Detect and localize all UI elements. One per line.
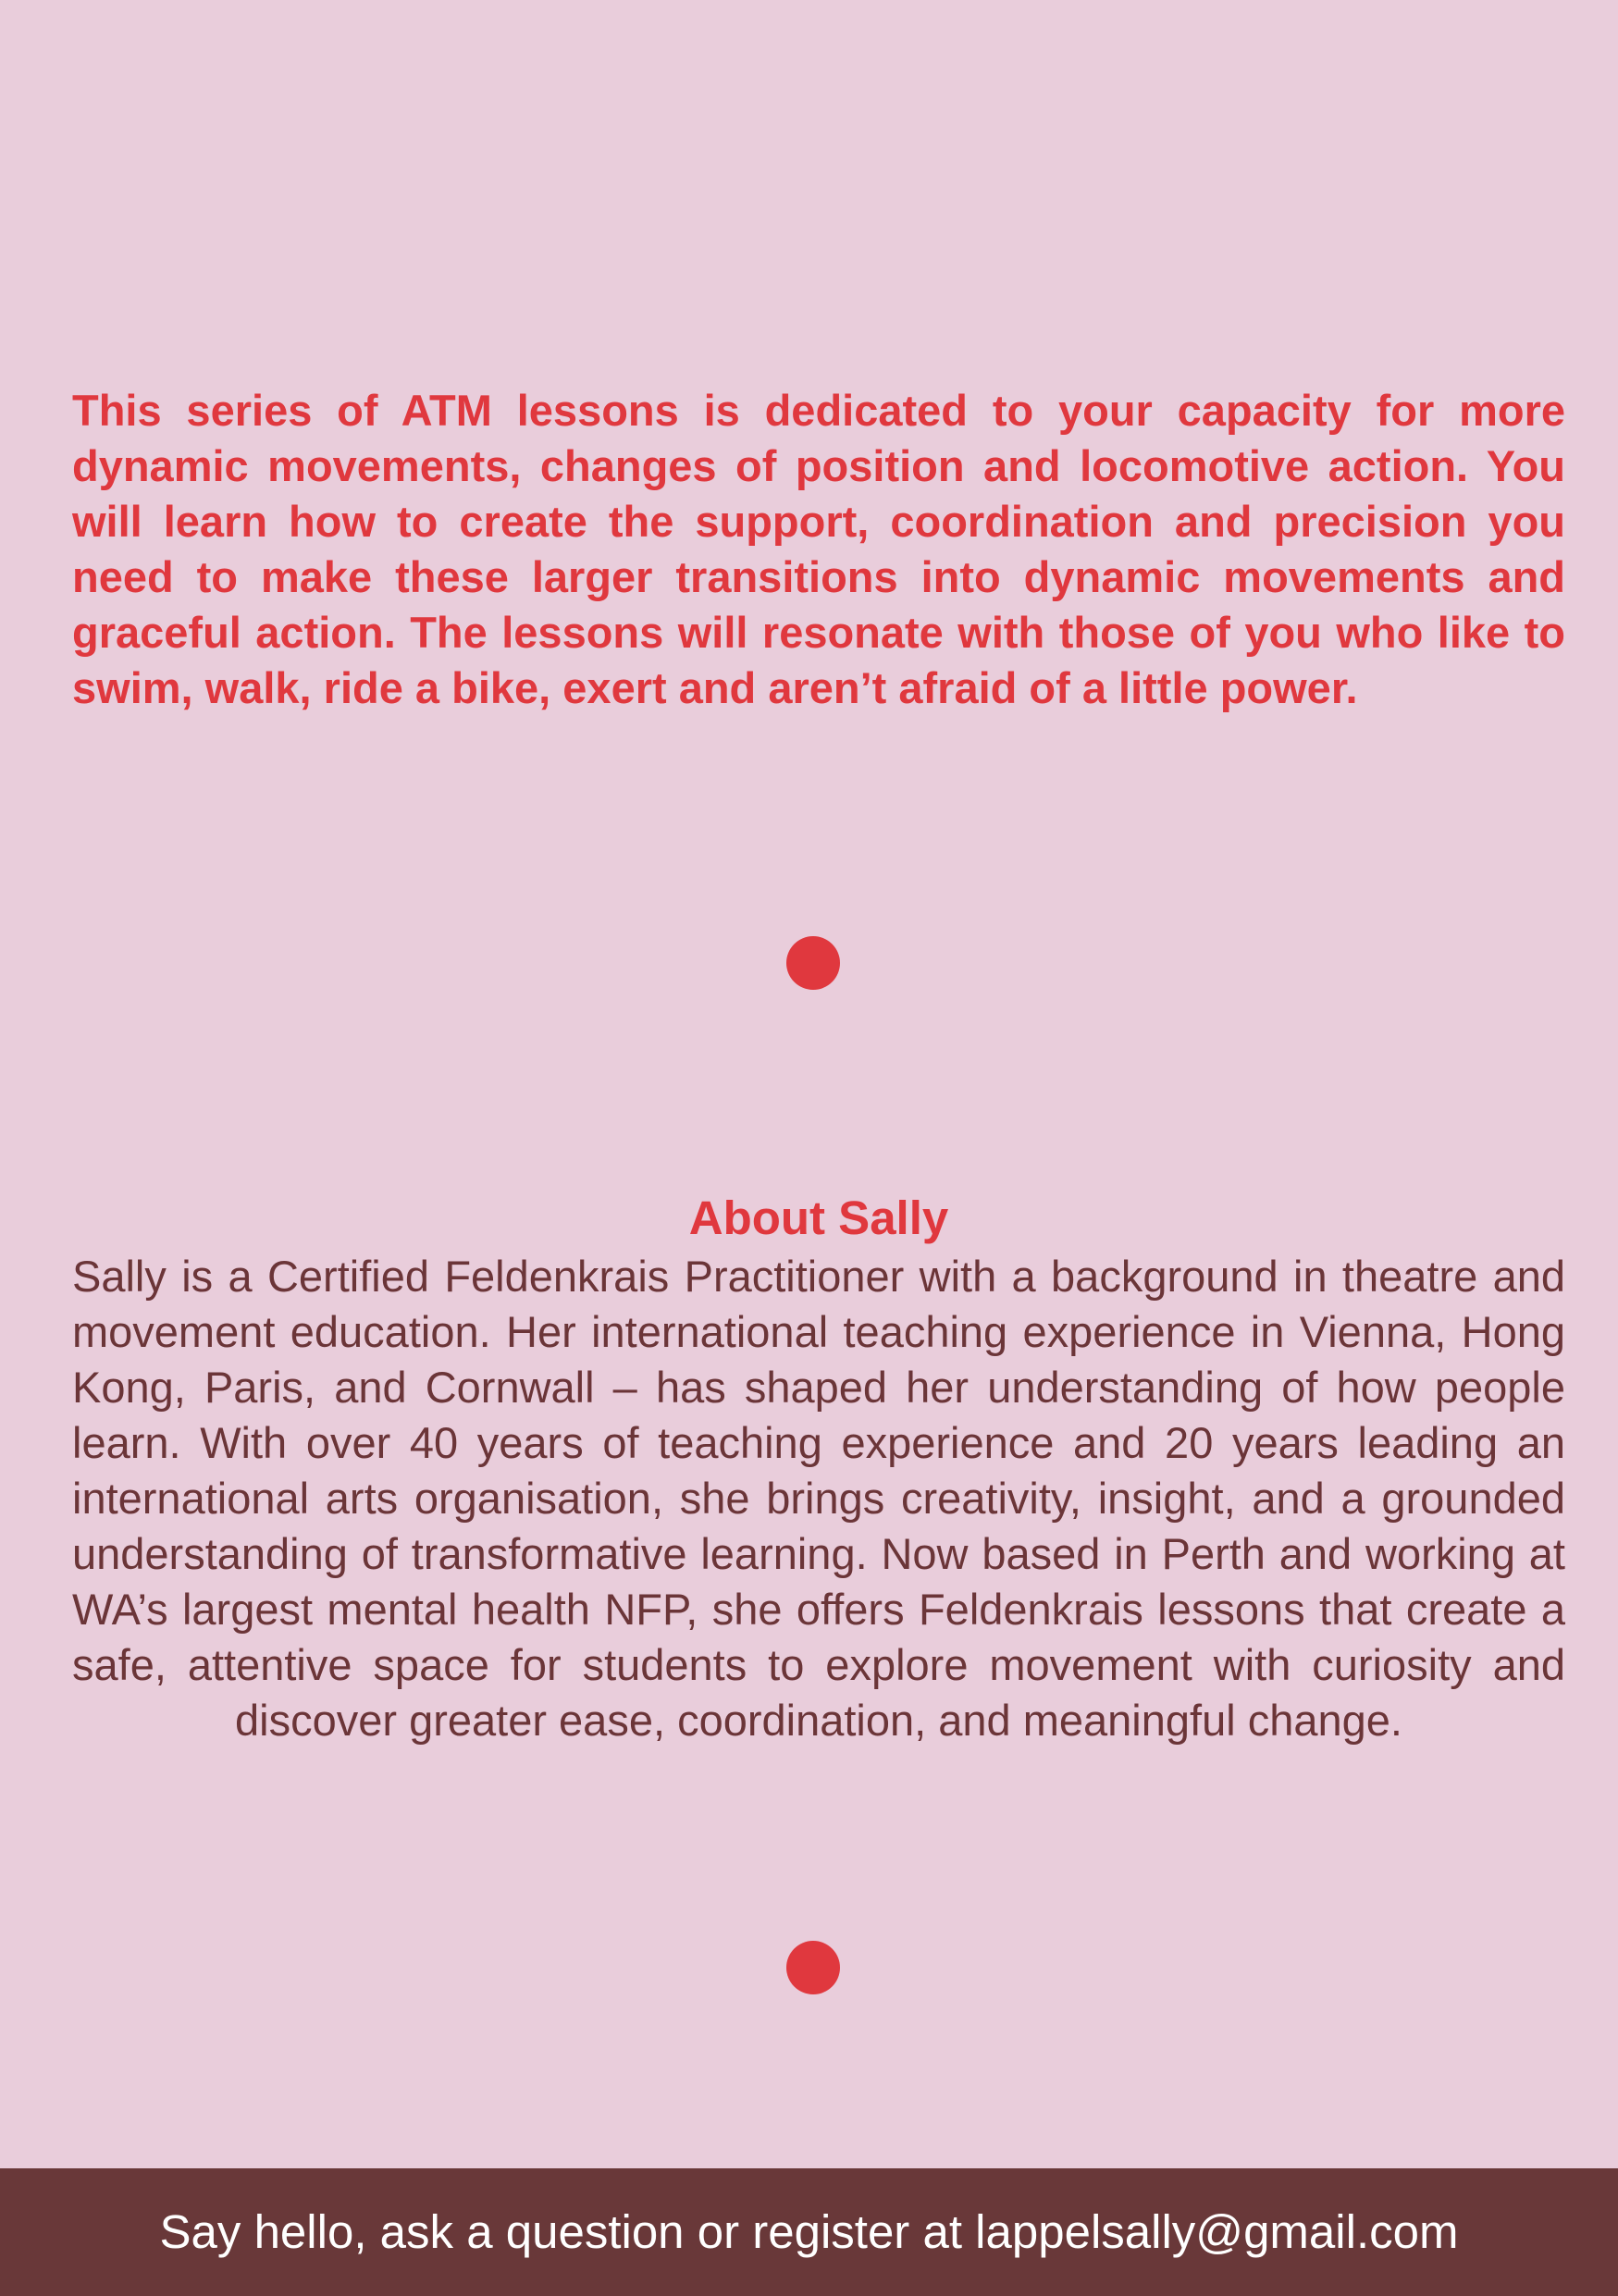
divider-dot [786,936,840,990]
contact-text: Say hello, ask a question or register at lappelsally@gmail.com [159,2205,1459,2258]
footer-band [0,2168,1618,2296]
about-paragraph: Sally is a Certified Feldenkrais Practitioner with a background in theatre and movement education. Her international teaching experience in Vienna, Hong Kong, Paris, and Cornwall – has shaped her understanding of how people learn. With over 40 years of teaching experience and 20 years leading an international arts organisation, she brings creativity, insight, and a grounded understanding of transformative learning. Now based in Perth and working at WA’s largest mental health NFP, she offers Feldenkrais lessons that create a safe, attentive space for students to explore movement with curiosity and discover greater ease, coordination, and meaningful change. [72,1252,1565,1745]
about-heading: About Sally [688,1191,949,1244]
intro-paragraph: This series of ATM lessons is dedicated to your capacity for more dynamic movements, changes of position and locomotive action. You will learn how to create the support, coordination and precision you need to make these larger transitions into dynamic movements and graceful action. The lessons will resonate with those of you who like to swim, walk, ride a bike, exert and aren’t afraid of a little power. [72,386,1565,712]
divider-dot [786,1941,840,1994]
